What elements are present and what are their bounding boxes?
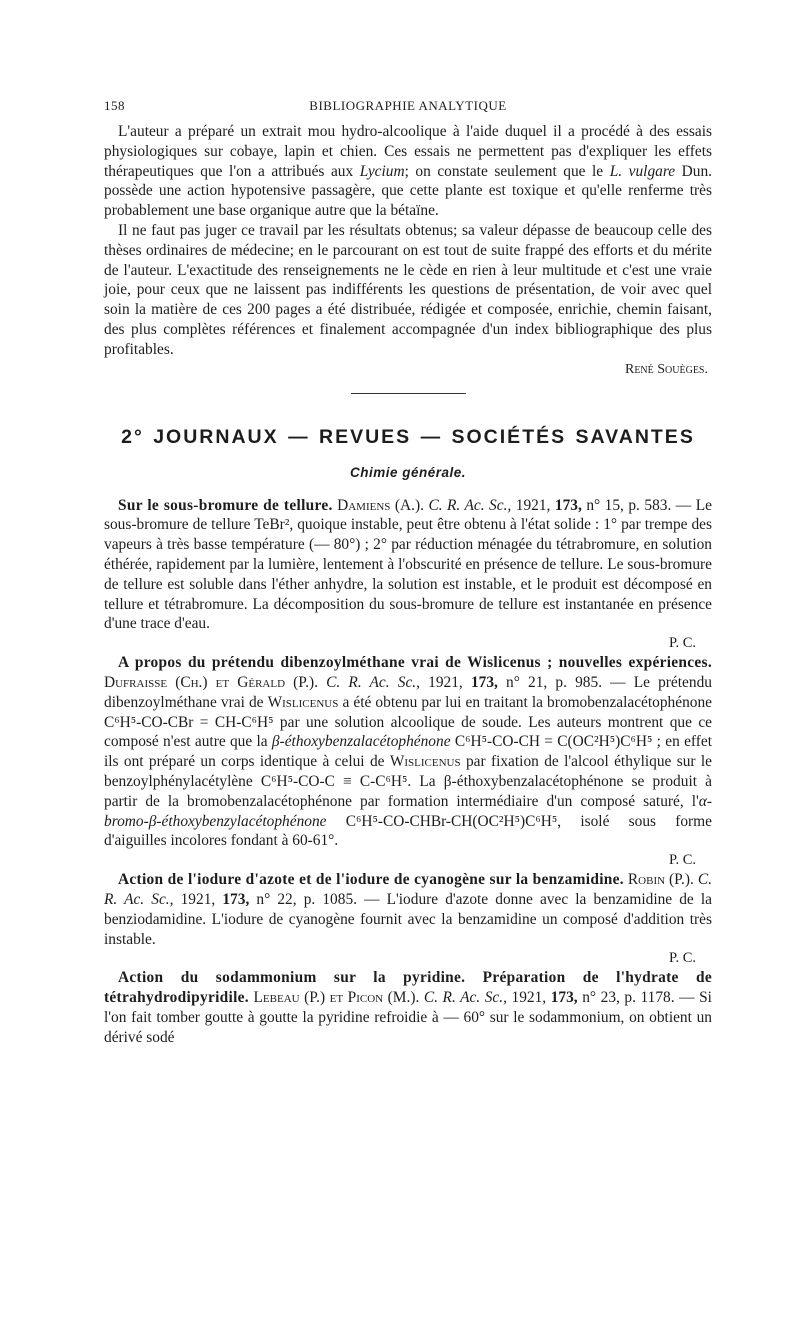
compound-name: β-éthoxybenzalacétophénone	[271, 733, 451, 751]
article-body: Si l'on fait tomber goutte à goutte la pyridine refroidie à — 60° sur le sodammonium, on obtient un dérivé sodé	[104, 989, 712, 1046]
genus-name: Lycium	[359, 162, 405, 180]
species-name: L. vulgare	[609, 162, 676, 180]
article-volume: 173,	[470, 673, 498, 691]
article-title: Action du sodammonium sur la pyridine. Préparation de l'hydrate de tétrahydrodipyridile.	[104, 969, 712, 1007]
article-signature: P. C.	[668, 852, 696, 869]
article-journal: C. R. Ac. Sc.,	[428, 496, 512, 514]
article-tellurium-subbromide: Sur le sous-bromure de tellure. Damiens (A.). C. R. Ac. Sc., 1921, 173, n° 15, p. 583. — Le sous-bromure de tellure TeBr², quoique instable, peut être obtenu à l'état solide : 1° par trempe des vapeurs à très basse température (— 80°) ; 2° par réduction ménagée du tétrabromure, en solution éthérée, rapidement par la lumière, lentement à l'obscurité en présence de tellure. Le sous-bromure de tellure est soluble dans l'éther anhydre, la solution est instable, et le produit est décomposé en tellure et tétrabromure. La décomposition du sous-bromure de tellure est instantanée en présence d'une trace d'eau.	[104, 496, 712, 633]
cited-author: Wislicenus	[389, 753, 461, 771]
article-journal: C. R. Ac. Sc.,	[423, 989, 507, 1007]
article-title: A propos du prétendu dibenzoylméthane vrai de Wislicenus ; nouvelles expériences.	[118, 654, 712, 672]
article-authors: Lebeau (P.) et Picon (M.).	[253, 989, 420, 1007]
article-signature: P. C.	[668, 635, 696, 652]
article-signature: P. C.	[668, 950, 696, 967]
subsection-title: Chimie générale.	[349, 464, 467, 480]
article-title: Action de l'iodure d'azote et de l'iodure de cyanogène sur la benzamidine.	[118, 871, 624, 889]
article-authors: Damiens (A.).	[337, 496, 424, 514]
section-title: 2° JOURNAUX — REVUES — SOCIÉTÉS SAVANTES	[121, 425, 695, 448]
article-authors: Dufraisse (Ch.) et Gérald (P.).	[104, 673, 318, 691]
page-number: 158	[104, 98, 125, 113]
paragraph-lycium-results: L'auteur a préparé un extrait mou hydro-alcoolique à l'aide duquel il a procédé à des essais physiologiques sur cobaye, lapin et chien. Ces essais ne permettent pas d'expliquer les effets thérapeutiques que l'on a attribués aux Lycium; on constate seulement que le L. vulgare Dun. possède une action hypotensive passagère, que cette plante est toxique et qu'elle renferme très probablement une base organique autre que la bétaïne.	[104, 123, 713, 220]
article-title: Sur le sous-bromure de tellure.	[118, 496, 333, 514]
article-journal: C. R. Ac. Sc.,	[104, 871, 712, 908]
article-volume: 173,	[554, 496, 582, 514]
article-authors: Robin (P.).	[627, 871, 694, 889]
page-header	[104, 98, 712, 120]
article-sodammonium-pyridine: Action du sodammonium sur la pyridine. Préparation de l'hydrate de tétrahydrodipyridile. Lebeau (P.) et Picon (M.). C. R. Ac. Sc., 1921, 173, n° 23, p. 1178. — Si l'on fait tomber goutte à goutte la pyridine refroidie à — 60° sur le sodammonium, on obtient un dérivé sodé	[104, 969, 712, 1046]
running-title: BIBLIOGRAPHIE ANALYTIQUE	[309, 98, 507, 113]
article-nitrogen-iodide: Action de l'iodure d'azote et de l'iodure de cyanogène sur la benzamidine. Robin (P.). C. R. Ac. Sc., 1921, 173, n° 22, p. 1085. — L'iodure d'azote donne avec la benzamidine de la benziodamidine. L'iodure de cyanogène fournit avec la benzamidine un composé d'addition très instable.	[104, 871, 712, 948]
article-dibenzoylmethane: A propos du prétendu dibenzoylméthane vrai de Wislicenus ; nouvelles expériences. Dufraisse (Ch.) et Gérald (P.). C. R. Ac. Sc., 1921, 173, n° 21, p. 985. — Le prétendu dibenzoylméthane vrai de Wislicenus a été obtenu par lui en traitant la bromobenzalacétophénone C⁶H⁵-CO-CBr = CH-C⁶H⁵ par une solution alcoolique de soude. Les auteurs montrent que ce composé n'est autre que la β-éthoxybenzalacétophénone C⁶H⁵-CO-CH = C(OC²H⁵)C⁶H⁵ ; en effet ils ont préparé un corps identique à celui de Wislicenus par fixation de l'alcool éthylique sur le benzoylphénylacétylène C⁶H⁵-CO-C ≡ C-C⁶H⁵. La β-éthoxybenzalacétophénone se produit à partir de la bromobenzalacétophénone par formation intermédiaire d'un composé saturé, l'α-bromo-β-éthoxybenzylacétophénone C⁶H⁵-CO-CHBr-CH(OC²H⁵)C⁶H⁵, isolé sous forme d'aiguilles incolores fondant à 60-61°.	[104, 654, 713, 850]
article-volume: 173,	[550, 989, 578, 1007]
article-volume: 173,	[222, 890, 250, 908]
paragraph-review-appraisal: Il ne faut pas juger ce travail par les résultats obtenus; sa valeur dépasse de beaucoup celle des thèses ordinaires de médecine; en le parcourant on est tout de suite frappé des efforts et du mérite de l'auteur. L'exactitude des renseignements ne le cède en rien à leur multitude et c'est une vraie joie, pour ceux que ne laissent pas indifférents les questions de présentation, de voir avec quel soin la matière de ces 200 pages a été distribuée, rédigée et composée, enrichie, chemin faisant, des plus complètes références et finalement accompagnée d'un index bibliographique des plus profitables.	[104, 221, 712, 358]
article-journal: C. R. Ac. Sc.,	[326, 673, 420, 691]
article-body: Le sous-bromure de tellure TeBr², quoique instable, peut être obtenu à l'état solide : 1° par trempe des vapeurs à très basse température (— 80°) ; 2° par réduction ménagée du tétrabromure, en solution éthérée, rapidement par la lumière, lentement à l'obscurité en présence de tellure. Le sous-bromure de tellure est soluble dans l'éther anhydre, la solution est instable, et le produit est décomposé en tellure et tétrabromure. La décomposition du sous-bromure de tellure est instantanée en présence d'une trace d'eau.	[104, 496, 712, 633]
review-signature: René Souèges.	[624, 361, 708, 377]
compound-name: α-bromo-β-éthoxybenzylacétophénone	[104, 792, 712, 830]
cited-author: Wislicenus	[267, 693, 339, 711]
article-body: L'iodure d'azote donne avec la benzamidine de la benziodamidine. L'iodure de cyanogène fournit avec la benzamidine un composé d'addition très instable.	[104, 890, 712, 948]
section-divider	[351, 393, 466, 394]
journal-page	[104, 98, 712, 1047]
